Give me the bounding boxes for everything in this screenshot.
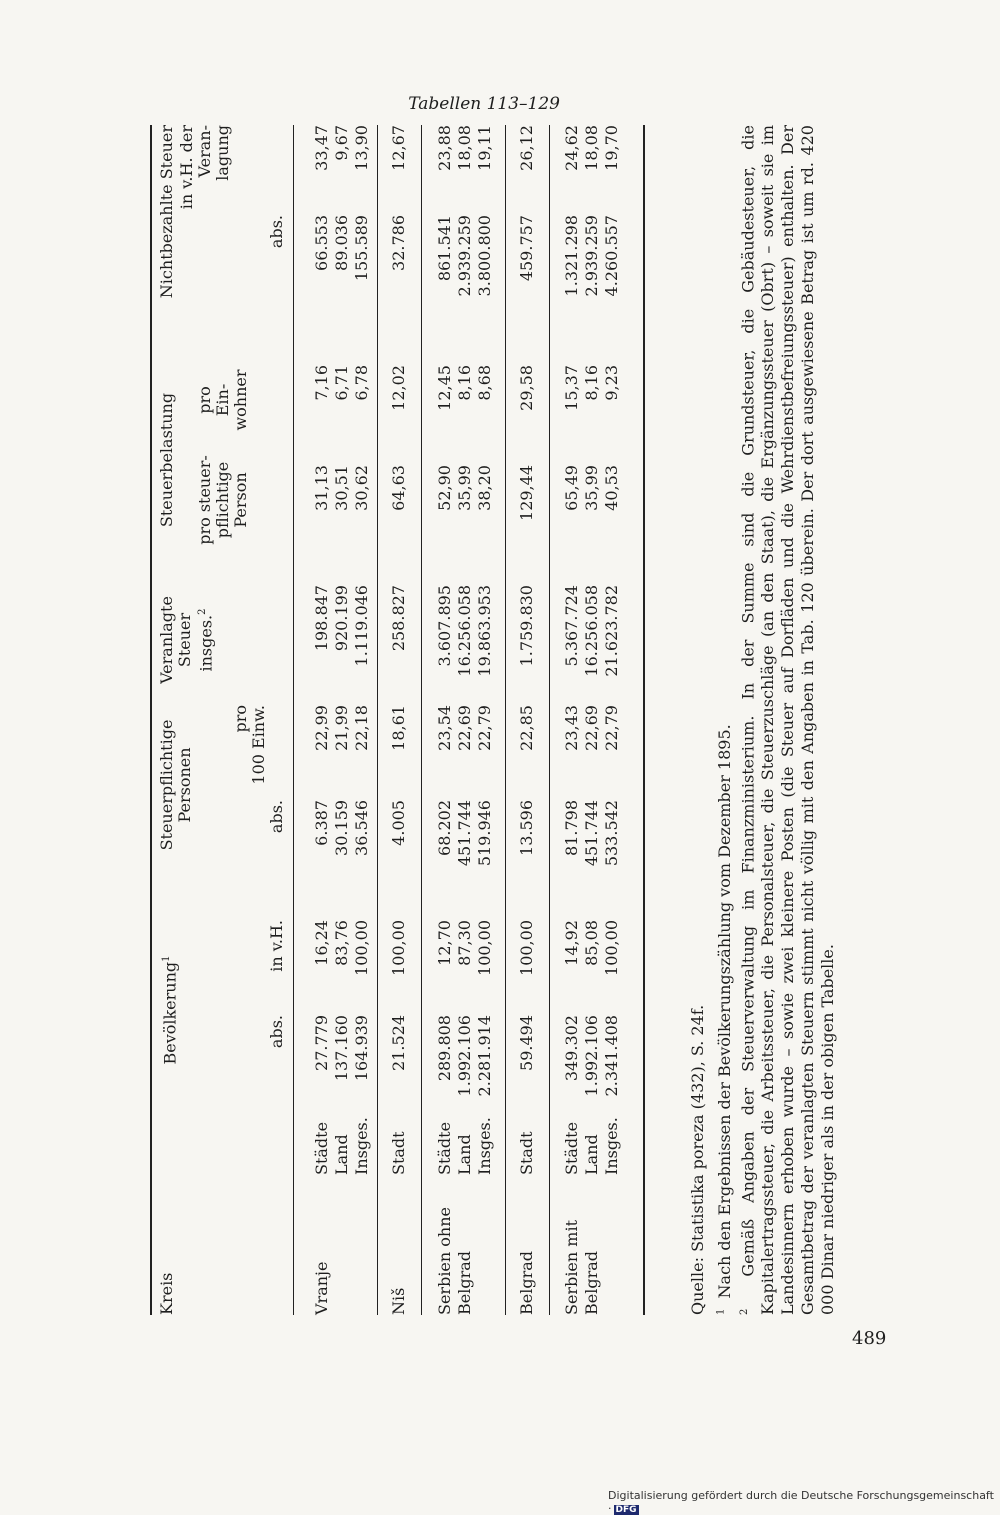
cell-nb-vh: 12,67	[389, 125, 408, 171]
row-types: Stadt	[389, 1131, 408, 1175]
cell-nb-vh: 24,62 18,08 19,70	[562, 125, 621, 171]
header-bevoelkerung	[158, 905, 179, 1115]
cell-ver: 3.607.895 16.256.058 19.863.953	[435, 585, 494, 677]
cell-bev-abs: 21.524	[389, 1015, 408, 1071]
cell-nb-abs: 32.786	[389, 215, 408, 271]
digitization-footer	[608, 1489, 1000, 1515]
header-sb-person: pro steuer- pflichtige Person	[195, 455, 250, 545]
page-number: 489	[852, 1328, 887, 1349]
cell-sb-person: 129,44	[517, 465, 536, 521]
cell-bev-abs: 59.494	[517, 1015, 536, 1071]
cell-ver: 198.847 920.199 1.119.046	[312, 585, 371, 667]
footnote-1	[715, 724, 734, 1315]
header-bev-abs: abs.	[267, 1015, 286, 1049]
footnote-1-mark: 1	[715, 1308, 727, 1315]
footnote-2	[735, 125, 838, 1315]
cell-bev-vh: 100,00	[517, 920, 536, 976]
header-nichtbezahlte: Nichtbezahlte Steuer	[157, 125, 176, 299]
running-header: Tabellen 113–129	[408, 94, 560, 114]
footnote-ref-1: 1	[161, 955, 172, 962]
cell-sb-person: 31,13 30,51 30,62	[312, 465, 371, 511]
cell-st-abs: 4.005	[389, 800, 408, 846]
footnote-ref-2: 2	[197, 608, 208, 615]
footer-text: Digitalisierung gefördert durch die Deutsche Forschungsgemeinschaft ·	[608, 1489, 994, 1515]
cell-nb-abs: 861.541 2.939.259 3.800.800	[435, 215, 494, 297]
header-sb-einw: pro Ein- wohner	[195, 369, 250, 431]
header-bevoelkerung-text: Bevölkerung	[160, 961, 180, 1065]
cell-bev-vh: 14,92 85,08 100,00	[562, 920, 621, 976]
cell-sb-einw: 12,45 8,16 8,68	[435, 365, 494, 411]
row-types: Städte Land Insges.	[562, 1117, 621, 1175]
row-kreis: Serbien ohne Belgrad	[435, 1206, 474, 1315]
row-kreis: Serbien mit Belgrad	[562, 1219, 601, 1315]
header-kreis: Kreis	[157, 1272, 176, 1315]
cell-nb-abs: 1.321.298 2.939.259 4.260.557	[562, 215, 621, 297]
source-note: Quelle: Statistika poreza (432), S. 24f.	[688, 1004, 707, 1315]
header-veranlagte	[158, 585, 215, 695]
cell-ver: 258.827	[389, 585, 408, 652]
group-rule-4	[549, 125, 550, 1315]
group-rule-1	[377, 125, 378, 1315]
cell-bev-vh: 12,70 87,30 100,00	[435, 920, 494, 976]
cell-bev-abs: 349.302 1.992.106 2.341.408	[562, 1015, 621, 1097]
dfg-logo: DFG	[615, 1505, 637, 1515]
cell-st-abs: 81.798 451.744 533.542	[562, 800, 621, 867]
footnote-2-mark: 2	[739, 1308, 750, 1315]
cell-nb-vh: 23,88 18,08 19,11	[435, 125, 494, 171]
row-types: Städte Land Insges.	[435, 1117, 494, 1175]
cell-bev-vh: 100,00	[389, 920, 408, 976]
cell-st-pro: 22,85	[517, 705, 536, 751]
table-top-rule	[150, 125, 152, 1315]
cell-nb-abs: 459.757	[517, 215, 536, 282]
cell-st-pro: 23,43 22,69 22,79	[562, 705, 621, 751]
cell-sb-einw: 15,37 8,16 9,23	[562, 365, 621, 411]
row-kreis: Niš	[389, 1287, 408, 1315]
cell-ver: 1.759.830	[517, 585, 536, 667]
group-rule-2	[421, 125, 422, 1315]
cell-sb-einw: 12,02	[389, 365, 408, 411]
cell-st-pro: 23,54 22,69 22,79	[435, 705, 494, 751]
rotated-table-page	[150, 124, 838, 1315]
cell-nb-vh: 26,12	[517, 125, 536, 171]
footnote-1-text: Nach den Ergebnissen der Bevölkerungszählung vom Dezember 1895.	[715, 724, 734, 1299]
header-st-pro: pro 100 Einw.	[231, 705, 268, 785]
cell-st-pro: 22,99 21,99 22,18	[312, 705, 371, 751]
cell-ver: 5.367.724 16.256.058 21.623.782	[562, 585, 621, 677]
cell-st-abs: 68.202 451.744 519.946	[435, 800, 494, 867]
cell-sb-person: 52,90 35,99 38,20	[435, 465, 494, 511]
table-bottom-rule	[643, 125, 645, 1315]
group-rule-3	[505, 125, 506, 1315]
cell-st-abs: 6.387 30.159 36.546	[312, 800, 371, 856]
cell-nb-vh: 33,47 9,67 13,90	[312, 125, 371, 171]
header-steuerpflichtige: Steuerpflichtige Personen	[157, 719, 194, 851]
cell-bev-abs: 289.808 1.992.106 2.281.914	[435, 1015, 494, 1097]
header-rule	[293, 125, 294, 1315]
row-types: Städte Land Insges.	[312, 1117, 371, 1175]
header-st-abs: abs.	[267, 800, 286, 834]
row-kreis: Belgrad	[517, 1250, 536, 1315]
row-types: Stadt	[517, 1131, 536, 1175]
cell-bev-abs: 27.779 137.160 164.939	[312, 1015, 371, 1082]
footnote-2-text: Gemäß Angaben der Steuerverwaltung im Finanzministerium. In der Summe sind die Grundsteuer, die Gebäudesteuer, die Kapitalertragssteuer, die Arbeitssteuer, die Personalsteuer, die Steuerzuschläge (an den Staat), die Ergänzungssteuer (Obrt) – soweit sie im Landesinnern erhoben wurde – sowie zwei kleinere Posten (die Steuer auf Dorfläden und die Wehrdienstbefreiungssteuer) enthalten. Der Gesamtbetrag der veranlagten Steuern stimmt nicht völlig mit den Angaben in Tab. 120 überein. Der dort ausgewiesene Betrag ist um rd. 420 000 Dinar niedriger als in der obigen Tabelle.	[738, 124, 838, 1315]
row-kreis: Vranje	[312, 1261, 331, 1315]
cell-nb-abs: 66.553 89.036 155.589	[312, 215, 371, 282]
cell-st-abs: 13.596	[517, 800, 536, 856]
header-steuerbelastung: Steuerbelastung	[157, 392, 176, 528]
cell-sb-einw: 29,58	[517, 365, 536, 411]
cell-bev-vh: 16,24 83,76 100,00	[312, 920, 371, 976]
cell-sb-person: 64,63	[389, 465, 408, 511]
header-veranlagte-text: Veranlagte Steuer insges.	[157, 596, 216, 684]
header-nb-abs: abs.	[267, 215, 286, 249]
header-nb-vh: in v.H. der Veran- lagung	[177, 125, 232, 210]
header-bev-vh: in v.H.	[267, 920, 286, 972]
cell-sb-einw: 7,16 6,71 6,78	[312, 365, 371, 401]
cell-st-pro: 18,61	[389, 705, 408, 751]
cell-sb-person: 65,49 35,99 40,53	[562, 465, 621, 511]
